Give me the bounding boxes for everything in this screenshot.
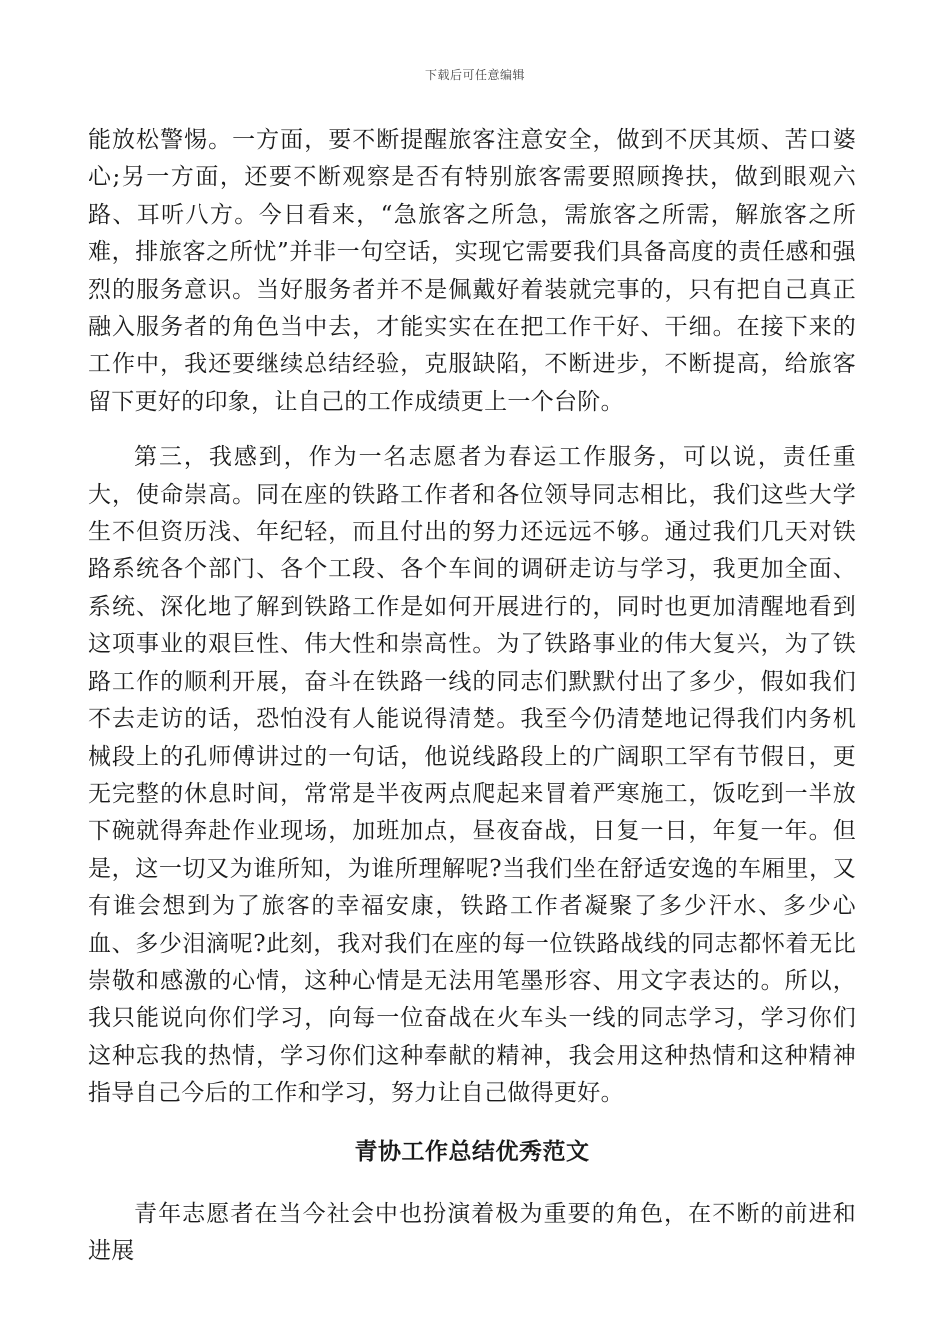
- document-body: [88, 122, 856, 1271]
- section-opening-paragraph: 青年志愿者在当今社会中也扮演着极为重要的角色，在不断的前进和进展: [88, 1200, 856, 1265]
- section-title: 青协工作总结优秀范文: [354, 1137, 590, 1165]
- paragraph-third-point: 第三，我感到，作为一名志愿者为春运工作服务，可以说，责任重大，使命崇高。同在座的铁路工作者和各位领导同志相比，我们这些大学生不但资历浅、年纪轻，而且付出的努力还远远不够。通过我们几天对铁路系统各个部门、各个工段、各个车间的调研走访与学习，我更加全面、系统、深化地了解到铁路工作是如何开展进行的，同时也更加清醒地看到这项事业的艰巨性、伟大性和崇高性。为了铁路事业的伟大复兴，为了铁路工作的顺利开展，奋斗在铁路一线的同志们默默付出了多少，假如我们不去走访的话，恐怕没有人能说得清楚。我至今仍清楚地记得我们内务机械段上的孔师傅讲过的一句话，他说线路段上的广阔职工罕有节假日，更无完整的休息时间，常常是半夜两点爬起来冒着严寒施工，饭吃到一半放下碗就得奔赴作业现场，加班加点，昼夜奋战，日复一日，年复一年。但是，这一切又为谁所知，为谁所理解呢?当我们坐在舒适安逸的车厢里，又有谁会想到为了旅客的幸福安康，铁路工作者凝聚了多少汗水、多少心血、多少泪滴呢?此刻，我对我们在座的每一位铁路战线的同志都怀着无比崇敬和感激的心情，这种心情是无法用笔墨形容、用文字表达的。所以，我只能说向你们学习，向每一位奋战在火车头一线的同志学习，学习你们这种忘我的热情，学习你们这种奉献的精神，我会用这种热情和这种精神指导自己今后的工作和学习，努力让自己做得更好。: [88, 444, 856, 1107]
- page-header-note: 下载后可任意编辑: [424, 68, 525, 82]
- paragraph-continuation: 能放松警惕。一方面，要不断提醒旅客注意安全，做到不厌其烦、苦口婆心;另一方面，还要不断观察是否有特别旅客需要照顾搀扶，做到眼观六路、耳听八方。今日看来，“急旅客之所急，需旅客之所需，解旅客之所难，排旅客之所忧”并非一句空话，实现它需要我们具备高度的责任感和强烈的服务意识。当好服务者并不是佩戴好着装就完事的，只有把自己真正融入服务者的角色当中去，才能实实在在把工作干好、干细。在接下来的工作中，我还要继续总结经验，克服缺陷，不断进步，不断提高，给旅客留下更好的印象，让自己的工作成绩更上一个台阶。: [88, 127, 856, 415]
